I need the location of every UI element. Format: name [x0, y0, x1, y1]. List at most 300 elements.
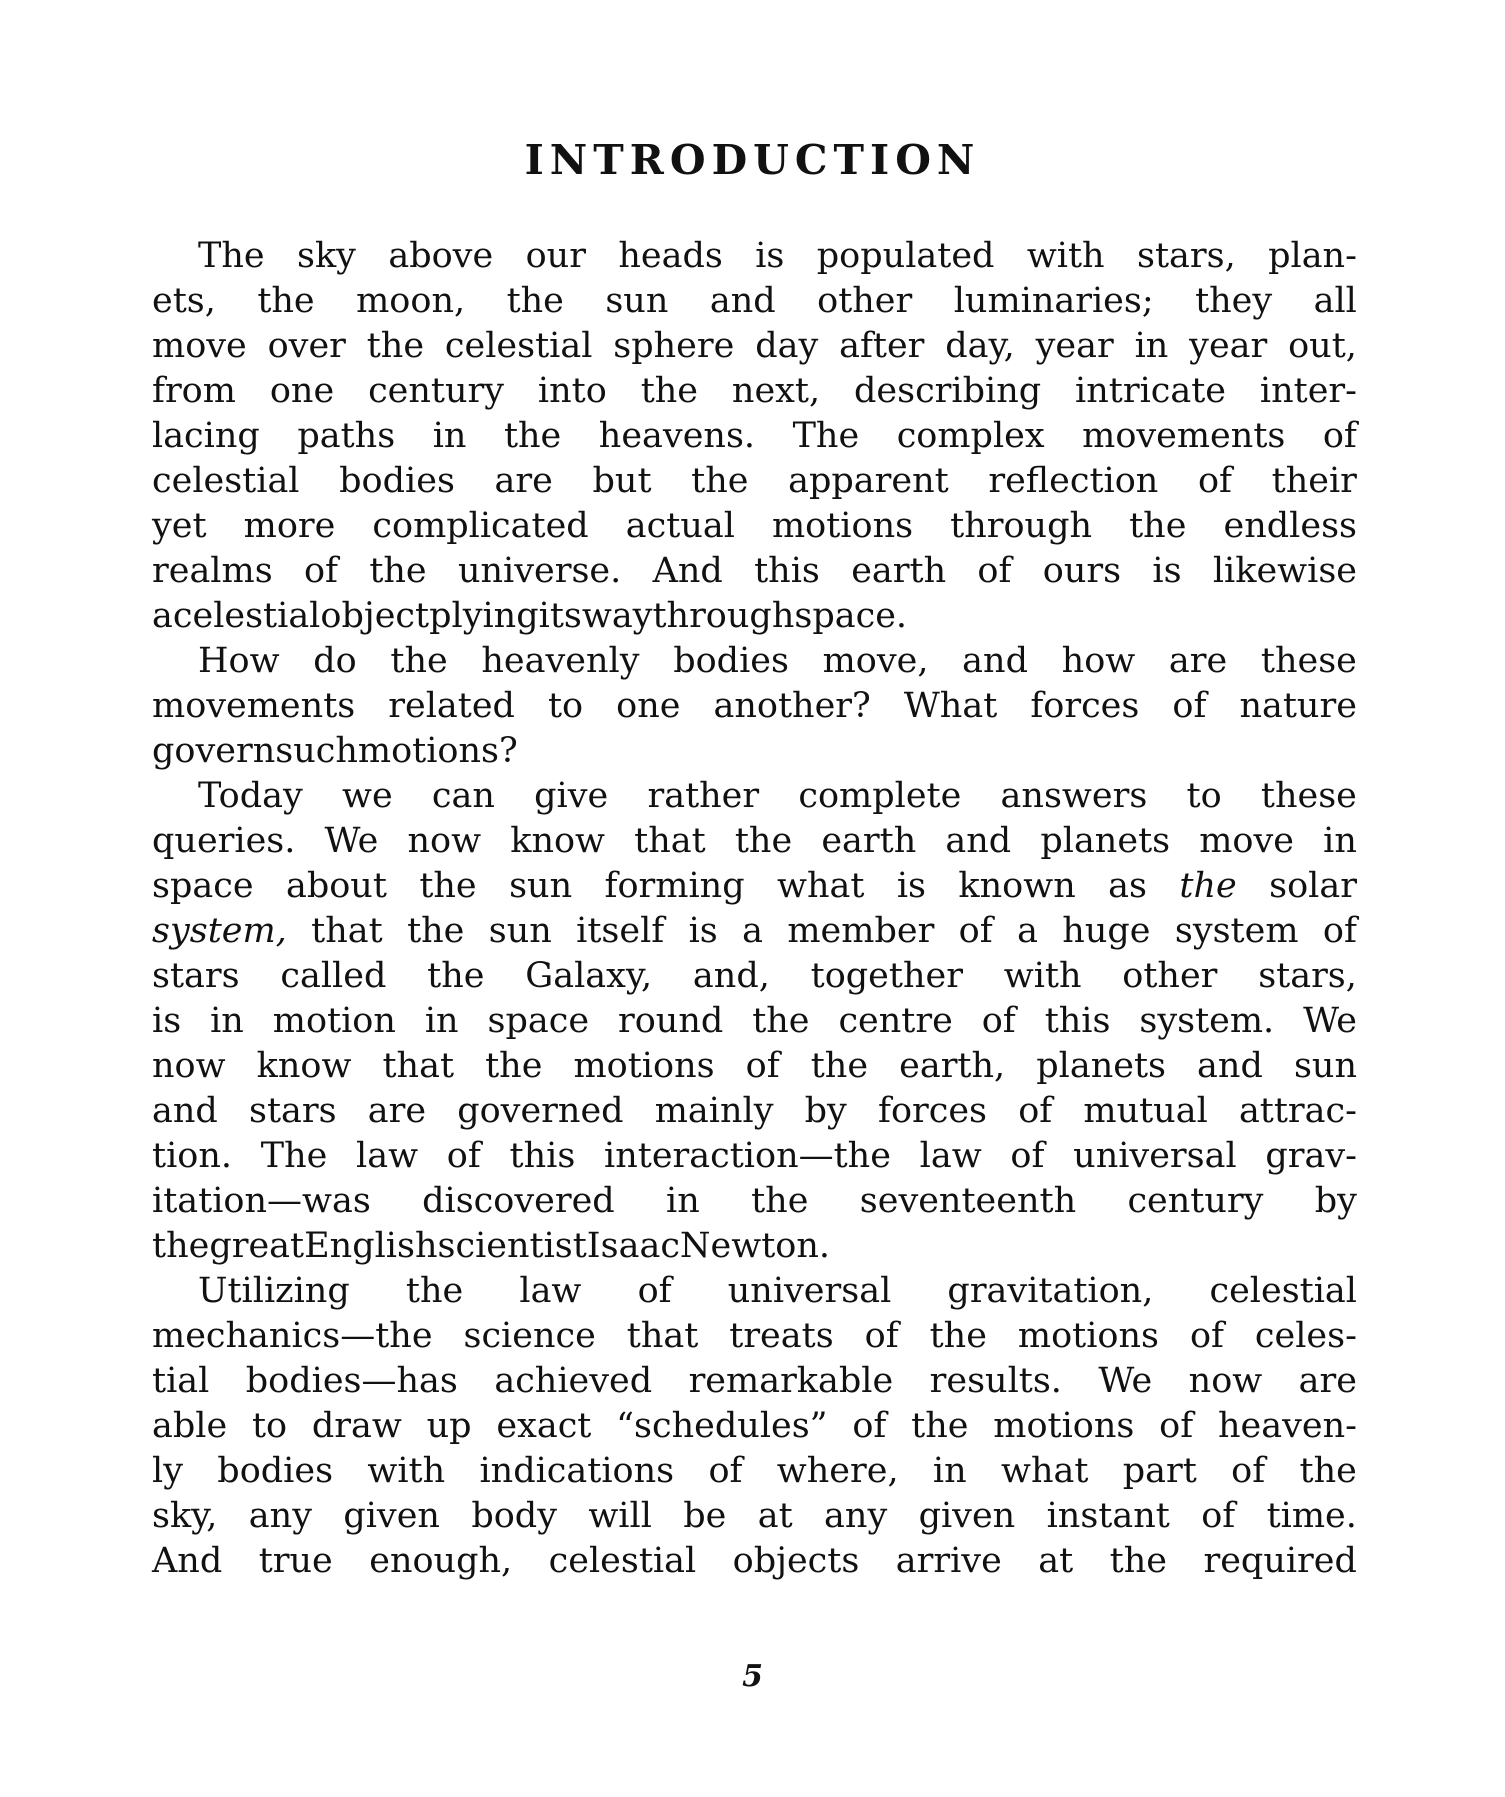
word: Newton.: [679, 1226, 831, 1266]
word: Isaac: [586, 1226, 680, 1266]
word: English: [304, 1226, 438, 1266]
word: the: [407, 911, 465, 951]
word: Today: [198, 776, 303, 816]
text-line: [152, 1449, 1357, 1494]
word: forming: [604, 866, 745, 906]
text-line: [152, 459, 1357, 504]
word: in: [424, 1001, 459, 1041]
word: bodies—has: [245, 1361, 458, 1401]
word: we: [341, 776, 393, 816]
word: know: [510, 821, 606, 861]
text-line: [152, 504, 1357, 549]
word: now: [407, 821, 482, 861]
word: but: [592, 461, 652, 501]
word: the: [369, 551, 427, 591]
word: this: [1044, 1001, 1111, 1041]
word: to: [547, 686, 584, 726]
text-line: [152, 1269, 1357, 1314]
word: that: [311, 911, 383, 951]
word: with: [1026, 236, 1105, 276]
word: the: [152, 1226, 210, 1266]
word: apparent: [788, 461, 949, 501]
word: complete: [798, 776, 962, 816]
word: through: [652, 596, 795, 636]
word: draw: [311, 1406, 402, 1446]
word: of: [1201, 1496, 1236, 1536]
word: universal: [1073, 1136, 1237, 1176]
word: actual: [625, 506, 735, 546]
word: they: [1195, 281, 1273, 321]
text-line: [152, 639, 1357, 684]
word: to: [251, 1406, 288, 1446]
text-line: [152, 279, 1357, 324]
word: motions?: [357, 731, 518, 771]
word: is: [755, 236, 785, 276]
word: the: [366, 326, 425, 366]
word: of: [981, 1001, 1016, 1041]
word: the: [405, 1271, 464, 1311]
text-line: [152, 234, 1357, 279]
page-number: 5: [742, 1659, 763, 1694]
word: their: [1271, 461, 1357, 501]
word: treats: [729, 1316, 834, 1356]
text-line: [152, 369, 1357, 414]
word: member: [787, 911, 935, 951]
word: How: [198, 641, 280, 681]
word: paths: [297, 416, 396, 456]
word: seventeenth: [859, 1181, 1077, 1221]
word: after: [839, 326, 925, 366]
word: is: [152, 1001, 182, 1041]
word: ours: [1042, 551, 1122, 591]
word: move,: [822, 641, 929, 681]
word: the: [1299, 1451, 1357, 1491]
word: do: [313, 641, 357, 681]
word: reflection: [988, 461, 1159, 501]
text-line: [152, 774, 1357, 819]
word: We: [1098, 1361, 1153, 1401]
word: of: [977, 551, 1012, 591]
word: of: [1010, 1136, 1045, 1176]
word: results.: [929, 1361, 1062, 1401]
word: the: [752, 1001, 810, 1041]
word: is: [1152, 551, 1182, 591]
word: its: [538, 596, 582, 636]
word: is: [688, 911, 718, 951]
word: gravitation,: [947, 1271, 1154, 1311]
word: the: [503, 416, 562, 456]
word: governed: [457, 1091, 624, 1131]
text-line: [152, 1134, 1357, 1179]
word: celestial: [1209, 1271, 1357, 1311]
word: solar: [1269, 866, 1357, 906]
word: related: [388, 686, 515, 726]
text-line: [152, 1089, 1357, 1134]
word: about: [285, 866, 387, 906]
word: can: [431, 776, 495, 816]
word: at: [1038, 1541, 1074, 1581]
word: next,: [731, 371, 821, 411]
word: these: [1260, 641, 1357, 681]
word: The: [792, 416, 860, 456]
word: century: [368, 371, 505, 411]
word: motions: [1017, 1316, 1159, 1356]
word: mechanics—the: [152, 1316, 433, 1356]
word: of: [958, 911, 993, 951]
word: year: [1189, 326, 1268, 366]
word: planets: [1036, 1046, 1166, 1086]
word: over: [267, 326, 346, 366]
word: object: [320, 596, 430, 636]
word: and: [1197, 1046, 1263, 1086]
word: the: [640, 371, 699, 411]
word: stars,: [1136, 236, 1236, 276]
word: law: [356, 1136, 419, 1176]
word: with: [367, 1451, 446, 1491]
word: that: [626, 1316, 699, 1356]
word: sun: [488, 911, 552, 951]
word: through: [950, 506, 1093, 546]
word: the: [691, 461, 749, 501]
word: the: [810, 1046, 869, 1086]
word: and: [152, 1091, 218, 1131]
word: universal: [727, 1271, 892, 1311]
word: the: [1109, 1541, 1167, 1581]
word: of: [1322, 416, 1357, 456]
word: the: [929, 1316, 987, 1356]
word: know: [256, 1046, 352, 1086]
word: rather: [647, 776, 760, 816]
word: what: [777, 866, 865, 906]
word: round: [617, 1001, 724, 1041]
text-line: [152, 1404, 1357, 1449]
word: of: [852, 1406, 887, 1446]
word: luminaries;: [953, 281, 1154, 321]
word: instant: [1046, 1496, 1170, 1536]
word: a: [742, 911, 763, 951]
word: are: [1168, 641, 1228, 681]
word: scientist: [437, 1226, 587, 1266]
word: that: [634, 821, 706, 861]
word: govern: [152, 731, 276, 771]
word: ly: [152, 1451, 183, 1491]
word: populated: [816, 236, 995, 276]
word: ets,: [152, 281, 216, 321]
word: be: [683, 1496, 727, 1536]
word: stars: [152, 956, 240, 996]
word: answers: [1000, 776, 1148, 816]
text-line: [152, 1314, 1357, 1359]
word: complex: [896, 416, 1045, 456]
word: exact: [496, 1406, 592, 1446]
word: into: [537, 371, 607, 411]
word: part: [1122, 1451, 1197, 1491]
word: And: [652, 551, 723, 591]
text-line: [152, 999, 1357, 1044]
word: the: [390, 641, 448, 681]
word: bodies: [339, 461, 455, 501]
text-line: [152, 414, 1357, 459]
word: given: [918, 1496, 1016, 1536]
word: move: [152, 326, 247, 366]
word: all: [1313, 281, 1357, 321]
word: of: [1189, 1316, 1224, 1356]
word: the: [419, 866, 477, 906]
word: centre: [838, 1001, 953, 1041]
word: plan-: [1268, 236, 1357, 276]
text-line: [152, 684, 1357, 729]
word: forces: [877, 1091, 988, 1131]
word: up: [426, 1406, 472, 1446]
word: earth,: [899, 1046, 1006, 1086]
word: forces: [1030, 686, 1140, 726]
word: system,: [152, 911, 287, 951]
word: enough,: [369, 1541, 513, 1581]
word: a: [152, 596, 173, 636]
word: as: [1108, 866, 1147, 906]
word: objects: [732, 1541, 860, 1581]
word: What: [903, 686, 998, 726]
word: plying: [429, 596, 539, 636]
word: great: [209, 1226, 305, 1266]
word: heads: [618, 236, 723, 276]
text-line: [152, 819, 1357, 864]
word: together: [810, 956, 963, 996]
word: nature: [1239, 686, 1357, 726]
word: any: [824, 1496, 888, 1536]
word: to: [1186, 776, 1222, 816]
text-line: [152, 729, 1357, 774]
word: tial: [152, 1361, 210, 1401]
word: of: [745, 1046, 780, 1086]
word: mainly: [654, 1091, 774, 1131]
word: interaction—the: [604, 1136, 891, 1176]
word: law: [519, 1271, 582, 1311]
word: what: [1001, 1451, 1089, 1491]
word: of: [864, 1316, 899, 1356]
word: one: [269, 371, 335, 411]
text-line: [152, 594, 1357, 639]
text-line: [152, 954, 1357, 999]
word: heaven-: [1217, 1406, 1357, 1446]
word: day: [755, 326, 819, 366]
chapter-heading: INTRODUCTION: [524, 136, 981, 184]
word: of: [446, 1136, 481, 1176]
word: sun: [1293, 1046, 1357, 1086]
word: other: [817, 281, 913, 321]
word: other: [1122, 956, 1218, 996]
word: indications: [479, 1451, 675, 1491]
word: now: [1188, 1361, 1263, 1401]
word: complicated: [372, 506, 589, 546]
word: able: [152, 1406, 228, 1446]
word: of: [1231, 1451, 1266, 1491]
word: true: [258, 1541, 333, 1581]
word: tion.: [152, 1136, 232, 1176]
word: and: [962, 641, 1028, 681]
word: heavens.: [598, 416, 756, 456]
word: of: [1018, 1091, 1053, 1131]
word: these: [1260, 776, 1357, 816]
word: planets: [1040, 821, 1171, 861]
word: sun: [605, 281, 669, 321]
word: We: [1303, 1001, 1357, 1041]
word: intricate: [1075, 371, 1227, 411]
word: space.: [794, 596, 908, 636]
text-line: [152, 909, 1357, 954]
word: stars,: [1258, 956, 1357, 996]
word: body: [471, 1496, 557, 1536]
word: realms: [152, 551, 273, 591]
text-line: [152, 1494, 1357, 1539]
word: the: [485, 1046, 543, 1086]
word: at: [757, 1496, 793, 1536]
word: describing: [853, 371, 1042, 411]
word: and: [945, 821, 1012, 861]
word: will: [588, 1496, 652, 1536]
word: law: [919, 1136, 982, 1176]
word: move: [1199, 821, 1294, 861]
word: celestial: [172, 596, 321, 636]
word: another?: [713, 686, 871, 726]
word: the: [751, 1181, 809, 1221]
word: in: [432, 416, 467, 456]
word: We: [324, 821, 379, 861]
word: the: [1129, 506, 1187, 546]
word: are: [494, 461, 553, 501]
word: year: [1035, 326, 1114, 366]
word: are: [367, 1091, 427, 1131]
word: above: [388, 236, 494, 276]
word: a: [1017, 911, 1038, 951]
word: space: [487, 1001, 590, 1041]
word: the: [911, 1406, 969, 1446]
word: The: [260, 1136, 328, 1176]
word: sky: [297, 236, 356, 276]
word: required: [1203, 1541, 1357, 1581]
word: in: [1323, 821, 1357, 861]
word: movements: [152, 686, 356, 726]
word: now: [152, 1046, 226, 1086]
word: huge: [1062, 911, 1151, 951]
word: in: [210, 1001, 244, 1041]
word: from: [152, 371, 236, 411]
word: earth: [851, 551, 947, 591]
text-line: [152, 1359, 1357, 1404]
word: discovered: [422, 1181, 615, 1221]
text-line: [152, 324, 1357, 369]
word: remarkable: [688, 1361, 894, 1401]
word: grav-: [1265, 1136, 1357, 1176]
word: motions: [993, 1406, 1135, 1446]
word: out,: [1288, 326, 1357, 366]
word: of: [708, 1451, 743, 1491]
word: universe.: [457, 551, 622, 591]
word: and: [709, 281, 776, 321]
word: mutual: [1083, 1091, 1208, 1131]
word: by: [1314, 1181, 1357, 1221]
word: the: [257, 281, 315, 321]
word: system.: [1139, 1001, 1275, 1041]
word: “schedules”: [616, 1406, 828, 1446]
word: called: [280, 956, 387, 996]
word: with: [1003, 956, 1082, 996]
word: likewise: [1212, 551, 1357, 591]
word: system: [1174, 911, 1299, 951]
word: lacing: [152, 416, 260, 456]
word: science: [463, 1316, 596, 1356]
word: itation—was: [152, 1181, 371, 1221]
word: endless: [1223, 506, 1357, 546]
word: itself: [576, 911, 665, 951]
word: of: [1172, 686, 1207, 726]
word: heavenly: [481, 641, 640, 681]
word: movements: [1082, 416, 1286, 456]
word: earth: [821, 821, 917, 861]
word: the: [427, 956, 485, 996]
word: the: [734, 821, 793, 861]
word: of: [1322, 911, 1357, 951]
word: celes-: [1254, 1316, 1357, 1356]
word: how: [1061, 641, 1136, 681]
word: arrive: [895, 1541, 1002, 1581]
word: of: [303, 551, 338, 591]
word: moon,: [356, 281, 466, 321]
word: in: [1134, 326, 1169, 366]
word: achieved: [494, 1361, 653, 1401]
word: attrac-: [1238, 1091, 1357, 1131]
word: our: [525, 236, 586, 276]
word: way: [581, 596, 653, 636]
word: bodies: [673, 641, 789, 681]
word: Galaxy,: [525, 956, 653, 996]
word: And: [152, 1541, 223, 1581]
word: motion: [272, 1001, 396, 1041]
word: The: [198, 236, 265, 276]
word: one: [616, 686, 681, 726]
text-line: [152, 549, 1357, 594]
word: that: [382, 1046, 455, 1086]
word: where,: [776, 1451, 899, 1491]
word: motions: [573, 1046, 715, 1086]
word: this: [509, 1136, 576, 1176]
word: sky,: [152, 1496, 218, 1536]
word: this: [754, 551, 820, 591]
word: known: [958, 866, 1076, 906]
word: queries.: [152, 821, 296, 861]
word: give: [534, 776, 609, 816]
word: celestial: [152, 461, 300, 501]
word: bodies: [217, 1451, 334, 1491]
word: inter-: [1259, 371, 1357, 411]
word: Utilizing: [198, 1271, 350, 1311]
word: is: [896, 866, 927, 906]
word: the: [506, 281, 564, 321]
text-line: [152, 1179, 1357, 1224]
word: by: [804, 1091, 847, 1131]
word: the: [1179, 866, 1237, 906]
word: such: [275, 731, 358, 771]
text-line: [152, 864, 1357, 909]
word: time.: [1266, 1496, 1357, 1536]
word: motions: [771, 506, 914, 546]
word: more: [243, 506, 336, 546]
word: stars: [248, 1091, 337, 1131]
text-line: [152, 1539, 1357, 1584]
text-line: [152, 1044, 1357, 1089]
word: celestial: [444, 326, 593, 366]
body-text: [152, 234, 1357, 1584]
